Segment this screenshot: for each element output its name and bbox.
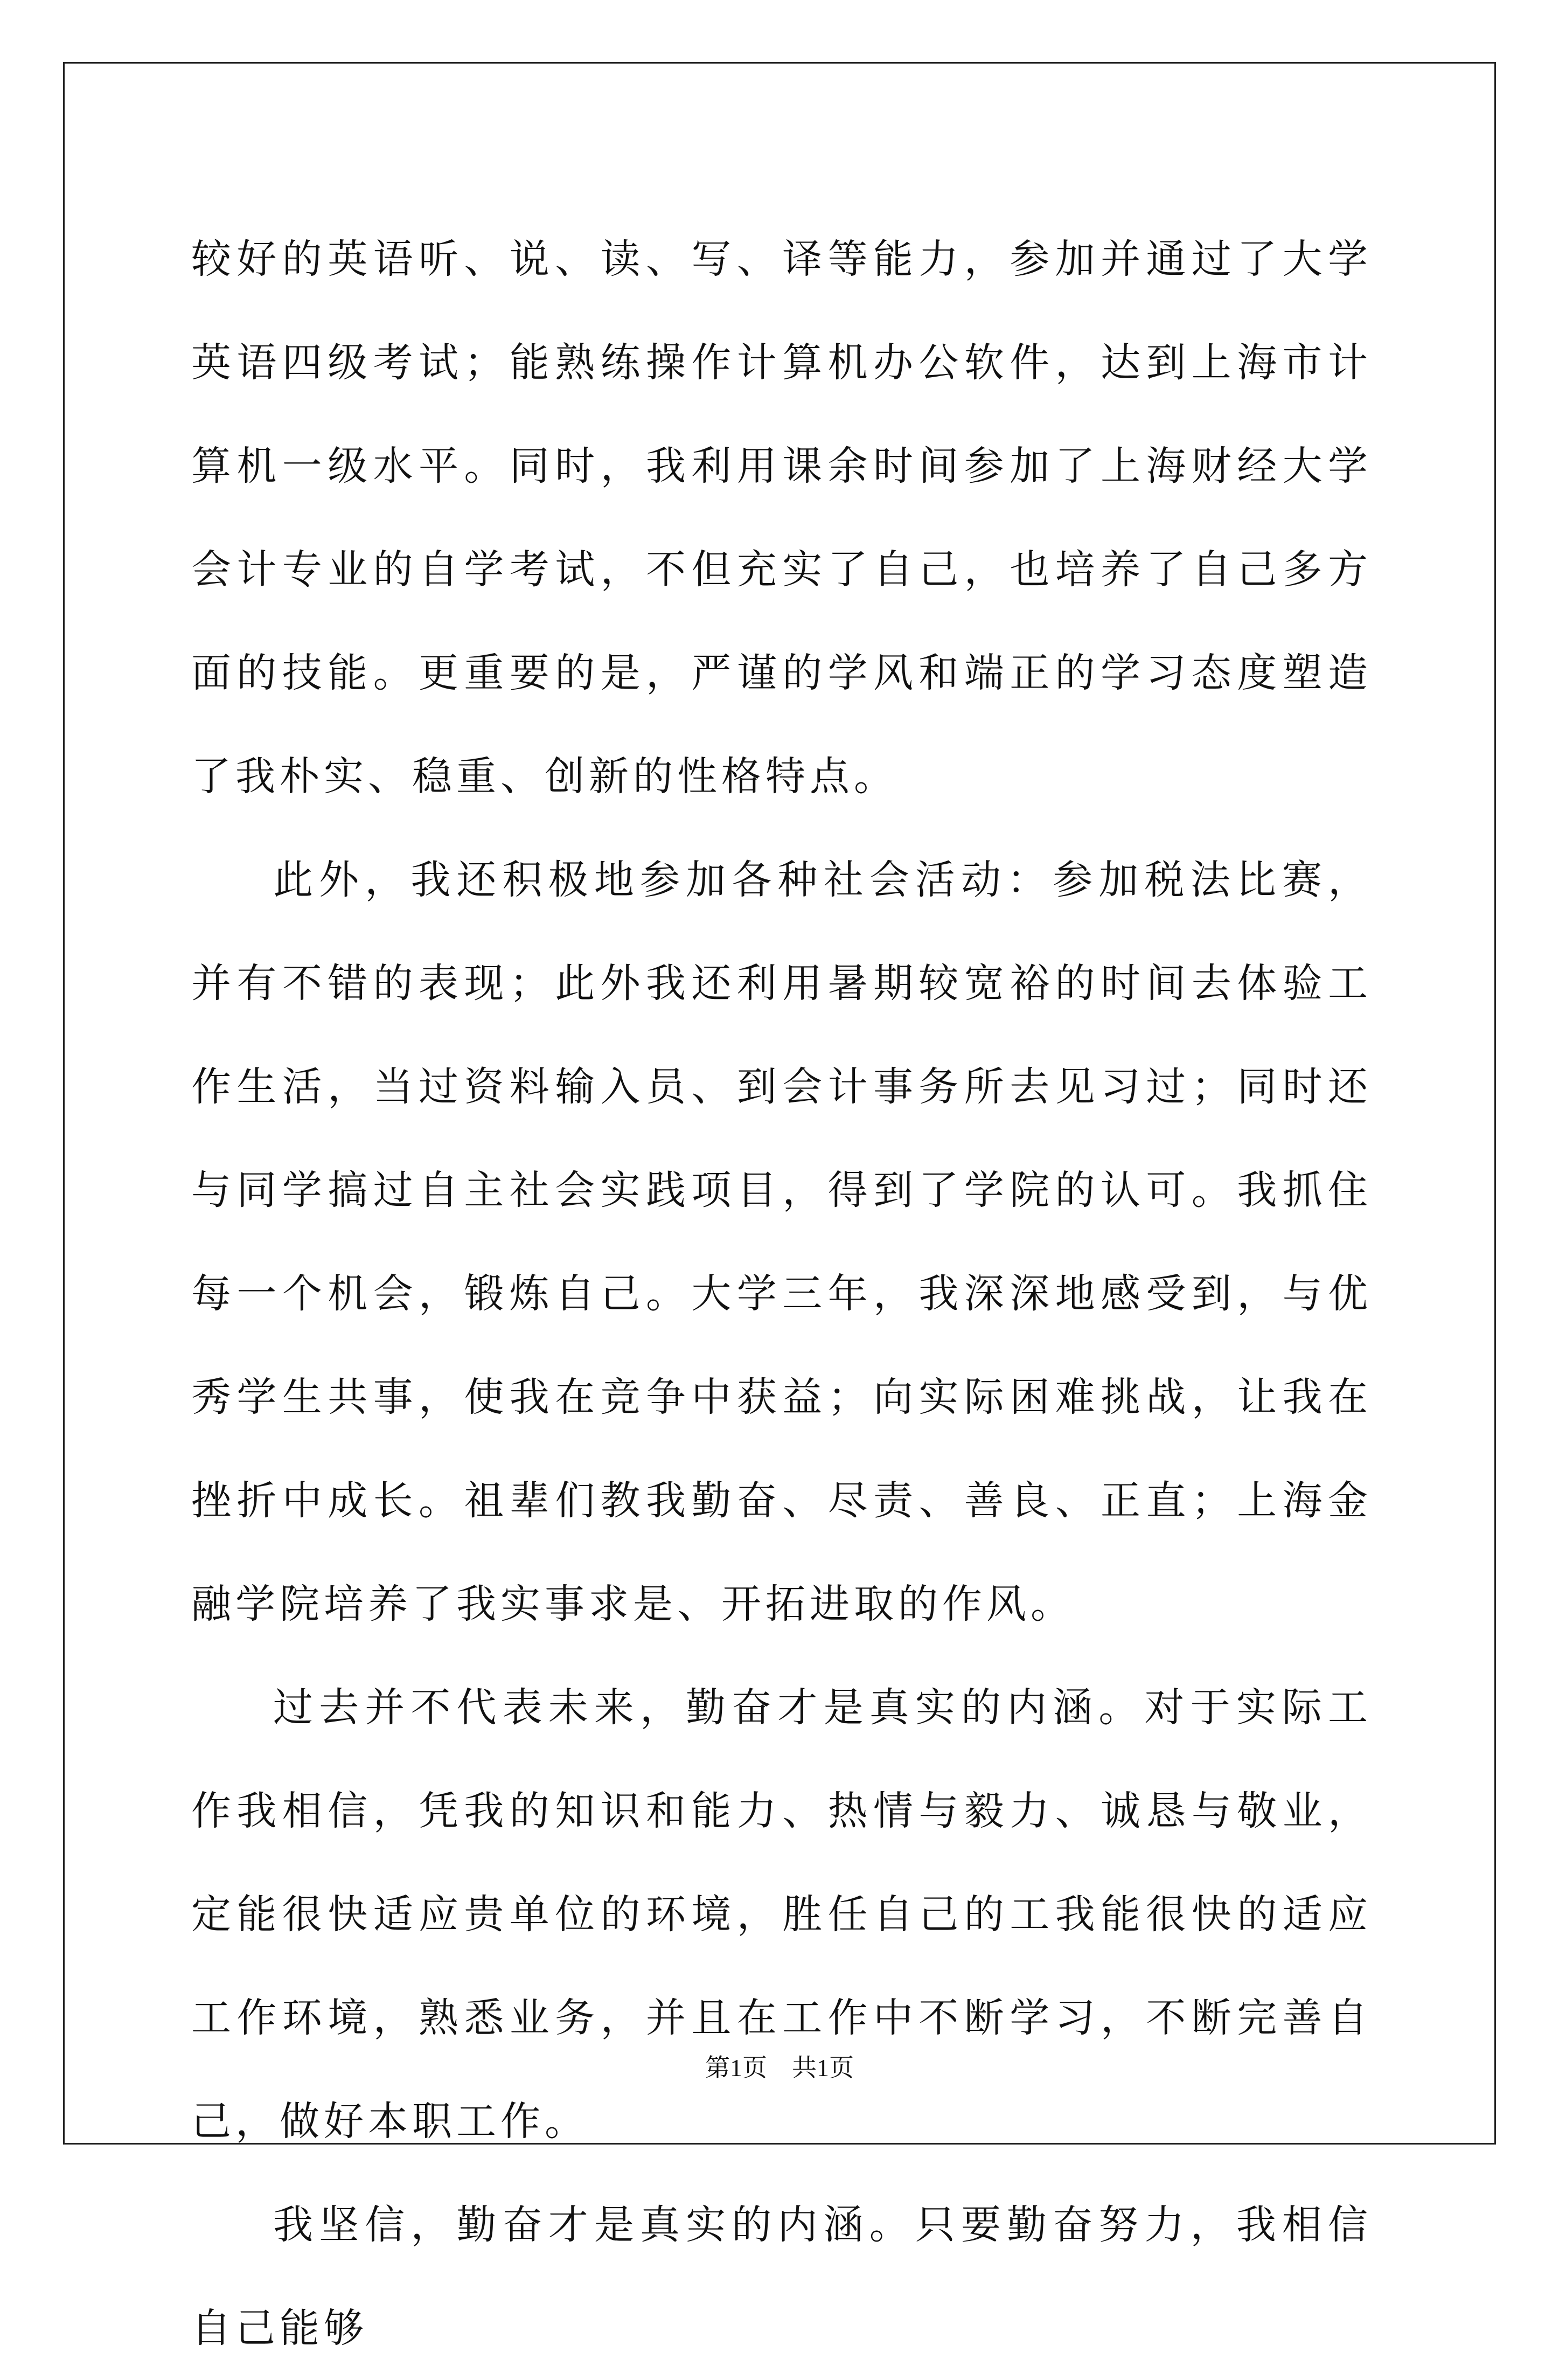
paragraph-4: 我坚信，勤奋才是真实的内涵。只要勤奋努力，我相信自己能够 xyxy=(191,2202,1372,2351)
paragraph-2: 此外，我还积极地参加各种社会活动：参加税法比赛，并有不错的表现；此外我还利用暑期较宽裕的时间去体验工作生活，当过资料输入员、到会计事务所去见习过；同时还与同学搞过自主社会实践项目，得到了学院的认可。我抓住每一个机会，锻炼自己。大学三年，我深深地感受到，与优秀学生共事，使我在竞争中获益；向实际困难挑战，让我在挫折中成长。祖辈们教我勤奋、尽责、善良、正直；上海金融学院培养了我实事求是、开拓进取的作风。 xyxy=(191,857,1372,1627)
paragraph-3: 过去并不代表未来，勤奋才是真实的内涵。对于实际工作我相信，凭我的知识和能力、热情与毅力、诚恳与敬业，定能很快适应贵单位的环境，胜任自己的工我能很快的适应工作环境，熟悉业务，并且在工作中不断学习，不断完善自己，做好本职工作。 xyxy=(191,1684,1372,2145)
paragraph-1: 较好的英语听、说、读、写、译等能力，参加并通过了大学英语四级考试；能熟练操作计算机办公软件，达到上海市计算机一级水平。同时，我利用课余时间参加了上海财经大学会计专业的自学考试，不但充实了自己，也培养了自己多方面的技能。更重要的是，严谨的学风和端正的学习态度塑造了我朴实、稳重、创新的性格特点。 xyxy=(191,236,1372,800)
page-number-footer: 第1页 共1页 xyxy=(705,2054,854,2081)
